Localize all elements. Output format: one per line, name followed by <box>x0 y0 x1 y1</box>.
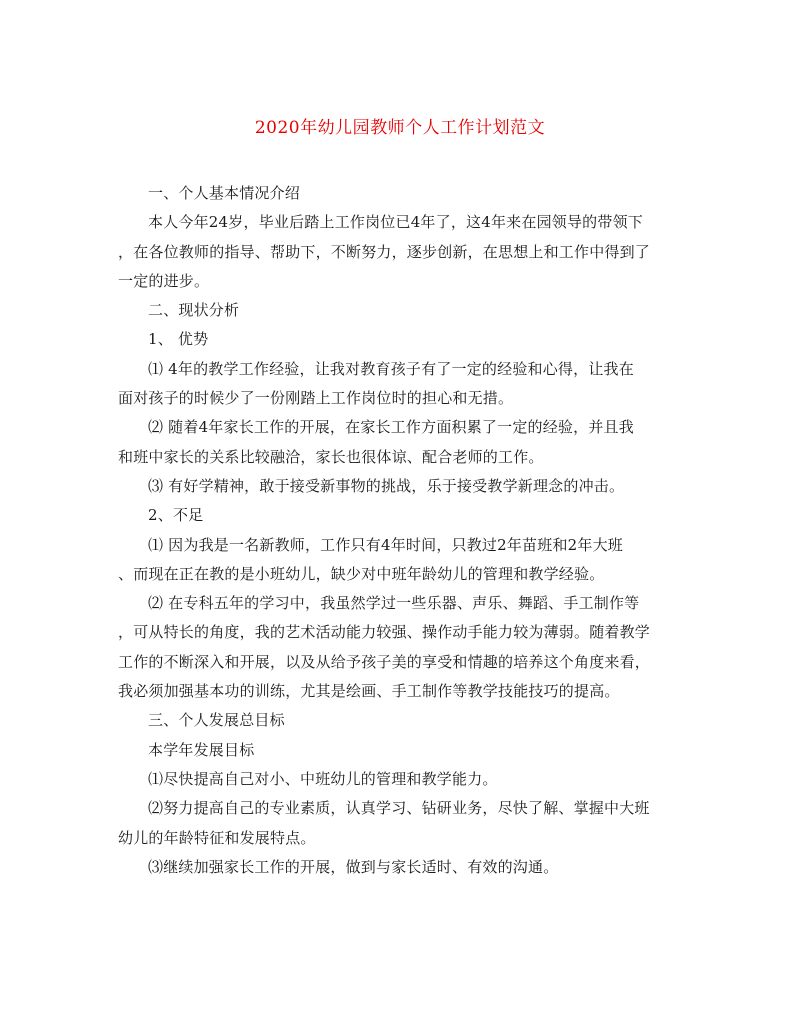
paragraph-line: 、而现在正在教的是小班幼儿，缺少对中班年龄幼儿的管理和教学经验。 <box>118 564 605 583</box>
paragraph-line: ⑴ 4年的教学工作经验，让我对教育孩子有了一定的经验和心得，让我在 <box>148 359 634 378</box>
paragraph-line: ⑶ 有好学精神，敢于接受新事物的挑战，乐于接受教学新理念的冲击。 <box>148 476 625 495</box>
paragraph-line: 工作的不断深入和开展，以及从给予孩子美的享受和情趣的培养这个角度来看， <box>118 652 651 671</box>
paragraph-line: 我必须加强基本功的训练，尤其是绘画、手工制作等教学技能技巧的提高。 <box>118 682 620 701</box>
paragraph-line: ，可从特长的角度，我的艺术活动能力较强、操作动手能力较为薄弱。随着教学 <box>118 623 651 642</box>
section-heading: 三、个人发展总目标 <box>148 711 285 730</box>
paragraph-line: 幼儿的年龄特征和发展特点。 <box>118 828 316 847</box>
paragraph-line: ⑴ 因为我是一名新教师，工作只有4年时间，只教过2年苗班和2年大班 <box>148 535 624 554</box>
paragraph-line: ⑶继续加强家长工作的开展，做到与家长适时、有效的沟通。 <box>148 857 559 876</box>
section-heading: 一、个人基本情况介绍 <box>148 184 301 202</box>
subsection-heading: 1、 优势 <box>148 330 209 349</box>
paragraph-line: 面对孩子的时候少了一份刚踏上工作岗位时的担心和无措。 <box>118 389 514 408</box>
subsection-heading: 本学年发展目标 <box>148 740 255 759</box>
document-body <box>118 179 682 882</box>
subsection-heading: 2、不足 <box>148 506 204 525</box>
paragraph-line: 本人今年24岁，毕业后踏上工作岗位已4年了，这4年来在园领导的带领下 <box>148 213 643 232</box>
paragraph-line: ⑵努力提高自己的专业素质，认真学习、钻研业务，尽快了解、掌握中大班 <box>148 799 650 818</box>
section-heading: 二、现状分析 <box>148 301 240 320</box>
paragraph-line: ⑴尽快提高自己对小、中班幼儿的管理和教学能力。 <box>148 769 498 788</box>
paragraph-line: ，在各位教师的指导、帮助下，不断努力，逐步创新，在思想上和工作中得到了 <box>118 242 651 261</box>
document-title: 2020年幼儿园教师个人工作计划范文 <box>254 118 546 138</box>
paragraph-line: ⑵ 随着4年家长工作的开展，在家长工作方面积累了一定的经验，并且我 <box>148 418 634 437</box>
paragraph-line: ⑵ 在专科五年的学习中，我虽然学过一些乐器、声乐、舞蹈、手工制作等 <box>148 594 640 613</box>
paragraph-line: 一定的进步。 <box>118 271 210 290</box>
paragraph-line: 和班中家长的关系比较融洽，家长也很体谅、配合老师的工作。 <box>118 447 544 466</box>
